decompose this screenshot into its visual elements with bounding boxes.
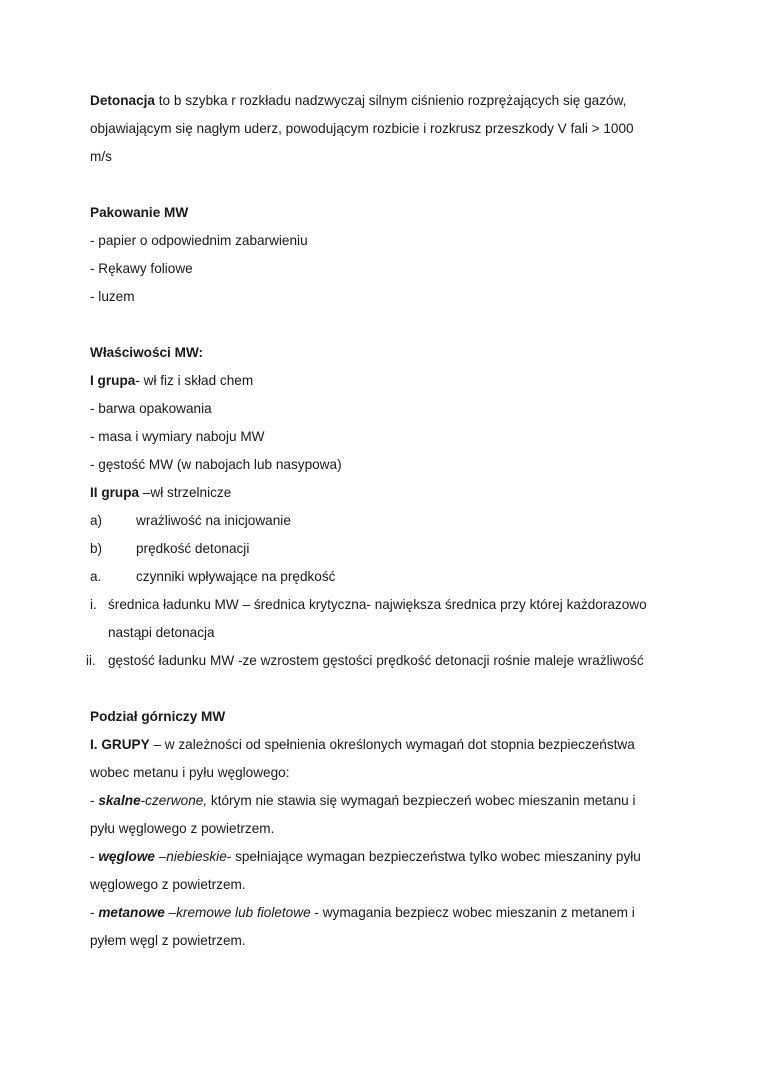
podzial-heading: Podział górniczy MW <box>90 709 226 724</box>
metanowe-text: - wymagania bezpiecz wobec mieszanin z metanem i <box>310 905 635 920</box>
list-item-text: prędkość detonacji <box>136 541 250 556</box>
detonacja-line-1 <box>90 92 626 110</box>
detonacja-text-1: to b szybka r rozkładu nadzwyczaj silnym ciśnienio rozprężających się gazów, <box>154 93 627 108</box>
grupy-line-1 <box>90 736 635 754</box>
skalne-term: skalne <box>98 793 141 808</box>
list-item-text: czynniki wpływające na prędkość <box>136 569 336 584</box>
weglowe-line-2: węglowego z powietrzem. <box>90 877 246 892</box>
skalne-text: którym nie stawia się wymagań bezpieczeń wobec mieszanin metanu i <box>207 793 636 808</box>
weglowe-desc: –niebieskie <box>154 849 227 864</box>
detonacja-line-3: m/s <box>90 149 112 164</box>
grupy-label: I. GRUPY <box>90 737 150 752</box>
grupy-text-1: – w zależności od spełnienia określonych wymagań dot stopnia bezpieczeństwa <box>149 737 635 752</box>
group1-item: - masa i wymiary naboju MW <box>90 429 265 444</box>
wlasciwosci-heading: Właściwości MW: <box>90 345 204 360</box>
skalne-line-1 <box>90 792 636 810</box>
weglowe-line-1 <box>90 848 641 866</box>
list-marker: a) <box>90 513 103 528</box>
group1-line <box>90 372 253 390</box>
roman-item-line: średnica ładunku MW – średnica krytyczna- największa średnica przy której każdorazowo <box>108 597 647 612</box>
grupy-line-2: wobec metanu i pyłu węglowego: <box>90 765 290 780</box>
skalne-dash: - <box>90 793 99 808</box>
roman-marker: i. <box>90 597 97 612</box>
metanowe-term: metanowe <box>98 905 165 920</box>
weglowe-dash: - <box>90 849 99 864</box>
list-marker: a. <box>90 569 102 584</box>
roman-item-line: gęstość ładunku MW -ze wzrostem gęstości prędkość detonacji rośnie maleje wrażliwość <box>108 653 644 668</box>
roman-item-line: nastąpi detonacja <box>108 625 215 640</box>
weglowe-term: węglowe <box>98 849 155 864</box>
skalne-desc: -czerwone, <box>140 793 208 808</box>
pakowanie-item: - Rękawy foliowe <box>90 261 193 276</box>
detonacja-line-2: objawiającym się nagłym uderz, powodującym rozbicie i rozkrusz przeszkody V fali > 1000 <box>90 121 634 136</box>
group2-label: II grupa <box>90 485 140 500</box>
weglowe-text: - spełniające wymagan bezpieczeństwa tylko wobec mieszaniny pyłu <box>226 849 641 864</box>
group1-text: - wł fiz i skład chem <box>135 373 254 388</box>
group1-label: I grupa <box>90 373 136 388</box>
skalne-line-2: pyłu węglowego z powietrzem. <box>90 821 275 836</box>
group2-line <box>90 484 231 502</box>
detonacja-term: Detonacja <box>90 93 155 108</box>
list-marker: b) <box>90 541 103 556</box>
metanowe-line-2: pyłem węgl z powietrzem. <box>90 933 246 948</box>
group2-text: –wł strzelnicze <box>139 485 232 500</box>
list-item-text: wrażliwość na inicjowanie <box>136 513 291 528</box>
pakowanie-item: - luzem <box>90 289 135 304</box>
metanowe-line-1 <box>90 904 635 922</box>
pakowanie-heading: Pakowanie MW <box>90 205 189 220</box>
group1-item: - gęstość MW (w nabojach lub nasypowa) <box>90 457 342 472</box>
roman-marker: ii. <box>86 653 96 668</box>
metanowe-dash: - <box>90 905 99 920</box>
group1-item: - barwa opakowania <box>90 401 212 416</box>
pakowanie-item: - papier o odpowiednim zabarwieniu <box>90 233 308 248</box>
metanowe-desc: –kremowe lub fioletowe <box>164 905 311 920</box>
